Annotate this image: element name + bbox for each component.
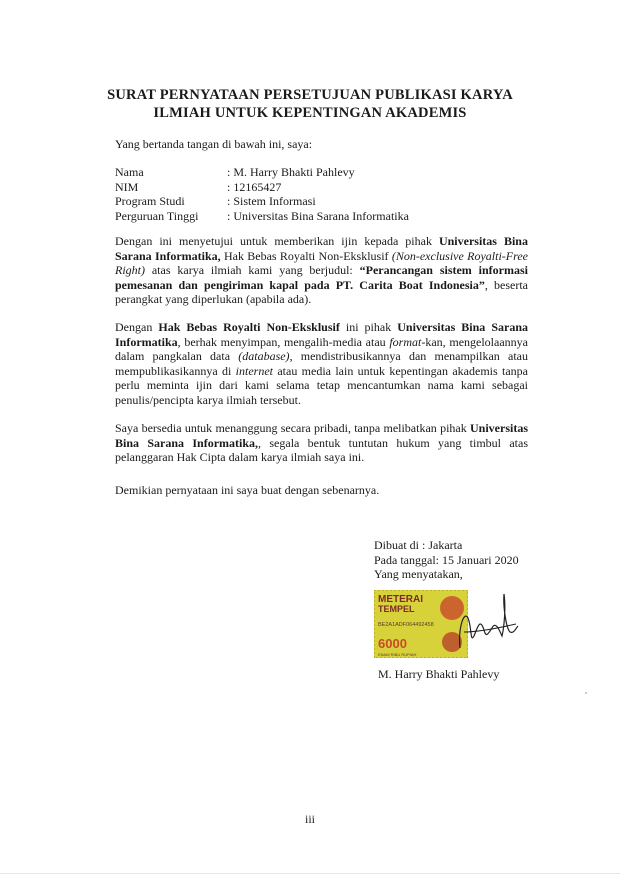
text-run-italic: (database) (238, 349, 290, 364)
text-run: , mendistribusikannya dan menampilkan atau mempublikasikannya di (115, 349, 528, 378)
identity-value: : Universitas Bina Sarana Informatika (227, 208, 409, 223)
thesis-title: “Perancangan sistem informasi pemesanan dan pengiriman kapal pada PT. Carita Boat Indonesia” (115, 263, 528, 292)
text-run: Saya bersedia untuk menanggung secara pribadi, tanpa melibatkan pihak (115, 421, 470, 435)
identity-row-name (115, 165, 409, 180)
identity-value: : 12165427 (227, 179, 282, 194)
scan-speck (585, 692, 587, 694)
text-run: atas karya ilmiah kami yang berjudul: (145, 263, 360, 278)
page-number: iii (304, 812, 315, 826)
identity-row-program (115, 194, 409, 209)
text-run: -kan, mengelolaannya dalam pangkalan data (115, 334, 528, 364)
identity-label: NIM (115, 179, 139, 194)
text-run-italic: (Non-exclusive Royalti-Free Right) (115, 248, 528, 278)
identity-label: Nama (115, 165, 144, 179)
text-run: , berhak menyimpan, mengalih-media atau (177, 334, 390, 349)
text-run: , segala bentuk tuntutan hukum yang timbul atas pelanggaran Hak Cipta dalam karya ilmiah saya ini. (115, 435, 528, 465)
identity-block (115, 165, 409, 223)
stamp-small-text: ENAM RIBU RUPIAH (378, 652, 417, 657)
identity-row-university (115, 209, 409, 224)
stamp-serial: BE2A1ADF064492458 (378, 622, 434, 628)
handwritten-signature (430, 588, 520, 664)
title-line-2: ILMIAH UNTUK KEPENTINGAN AKADEMIS (153, 105, 467, 121)
stamp-value: 6000 (378, 636, 407, 651)
paragraph-consent (115, 234, 528, 307)
text-run-italic: format (389, 334, 422, 349)
paragraph-rights (115, 320, 528, 408)
text-run: Hak Bebas Royalti Non-Eksklusif (220, 248, 392, 263)
identity-row-nim (115, 180, 409, 195)
text-run-bold: Hak Bebas Royalti Non-Eksklusif (158, 320, 340, 334)
sign-stated: Yang menyatakan, (374, 567, 463, 581)
text-run: ini pihak (339, 320, 398, 334)
stamp-text-2: TEMPEL (378, 604, 415, 614)
identity-value: : M. Harry Bhakti Pahlevy (227, 165, 355, 179)
paragraph-closing: Demikian pernyataan ini saya buat dengan sebenarnya. (115, 483, 380, 497)
identity-label: Program Studi (115, 194, 185, 208)
paragraph-liability (115, 421, 528, 465)
text-run: , beserta perangkat yang diperlukan (apabila ada). (115, 277, 528, 307)
sign-date: Pada tanggal: 15 Januari 2020 (374, 552, 519, 567)
signature-block (374, 538, 519, 582)
identity-value: : Sistem Informasi (227, 194, 316, 208)
text-run-bold: Universitas Bina Sarana Informatika (115, 320, 528, 349)
scan-edge (0, 873, 620, 874)
text-run: atau media lain untuk kepentingan akademis tanpa perlu meminta ijin dari kami selama tetap mencantumkan nama kami sebagai penulis/pencipta karya ilmiah tersebut. (115, 363, 528, 407)
identity-label: Perguruan Tinggi (115, 208, 199, 223)
stamp-text-1: METERAI (378, 594, 423, 605)
sign-place: Dibuat di : Jakarta (374, 538, 463, 552)
intro-text: Yang bertanda tangan di bawah ini, saya: (115, 137, 313, 151)
document-title (60, 86, 560, 122)
text-run: Dengan (115, 320, 159, 334)
signer-name: M. Harry Bhakti Pahlevy (378, 667, 500, 681)
text-run-bold: Universitas Bina Sarana Informatika, (115, 421, 528, 450)
text-run-italic: internet (235, 363, 273, 378)
title-line-1: SURAT PERNYATAAN PERSETUJUAN PUBLIKASI KARYA (107, 87, 513, 103)
text-run-bold: Universitas Bina Sarana Informatika, (115, 234, 528, 263)
text-run: Dengan ini menyetujui untuk memberikan ijin kepada pihak (115, 234, 439, 248)
